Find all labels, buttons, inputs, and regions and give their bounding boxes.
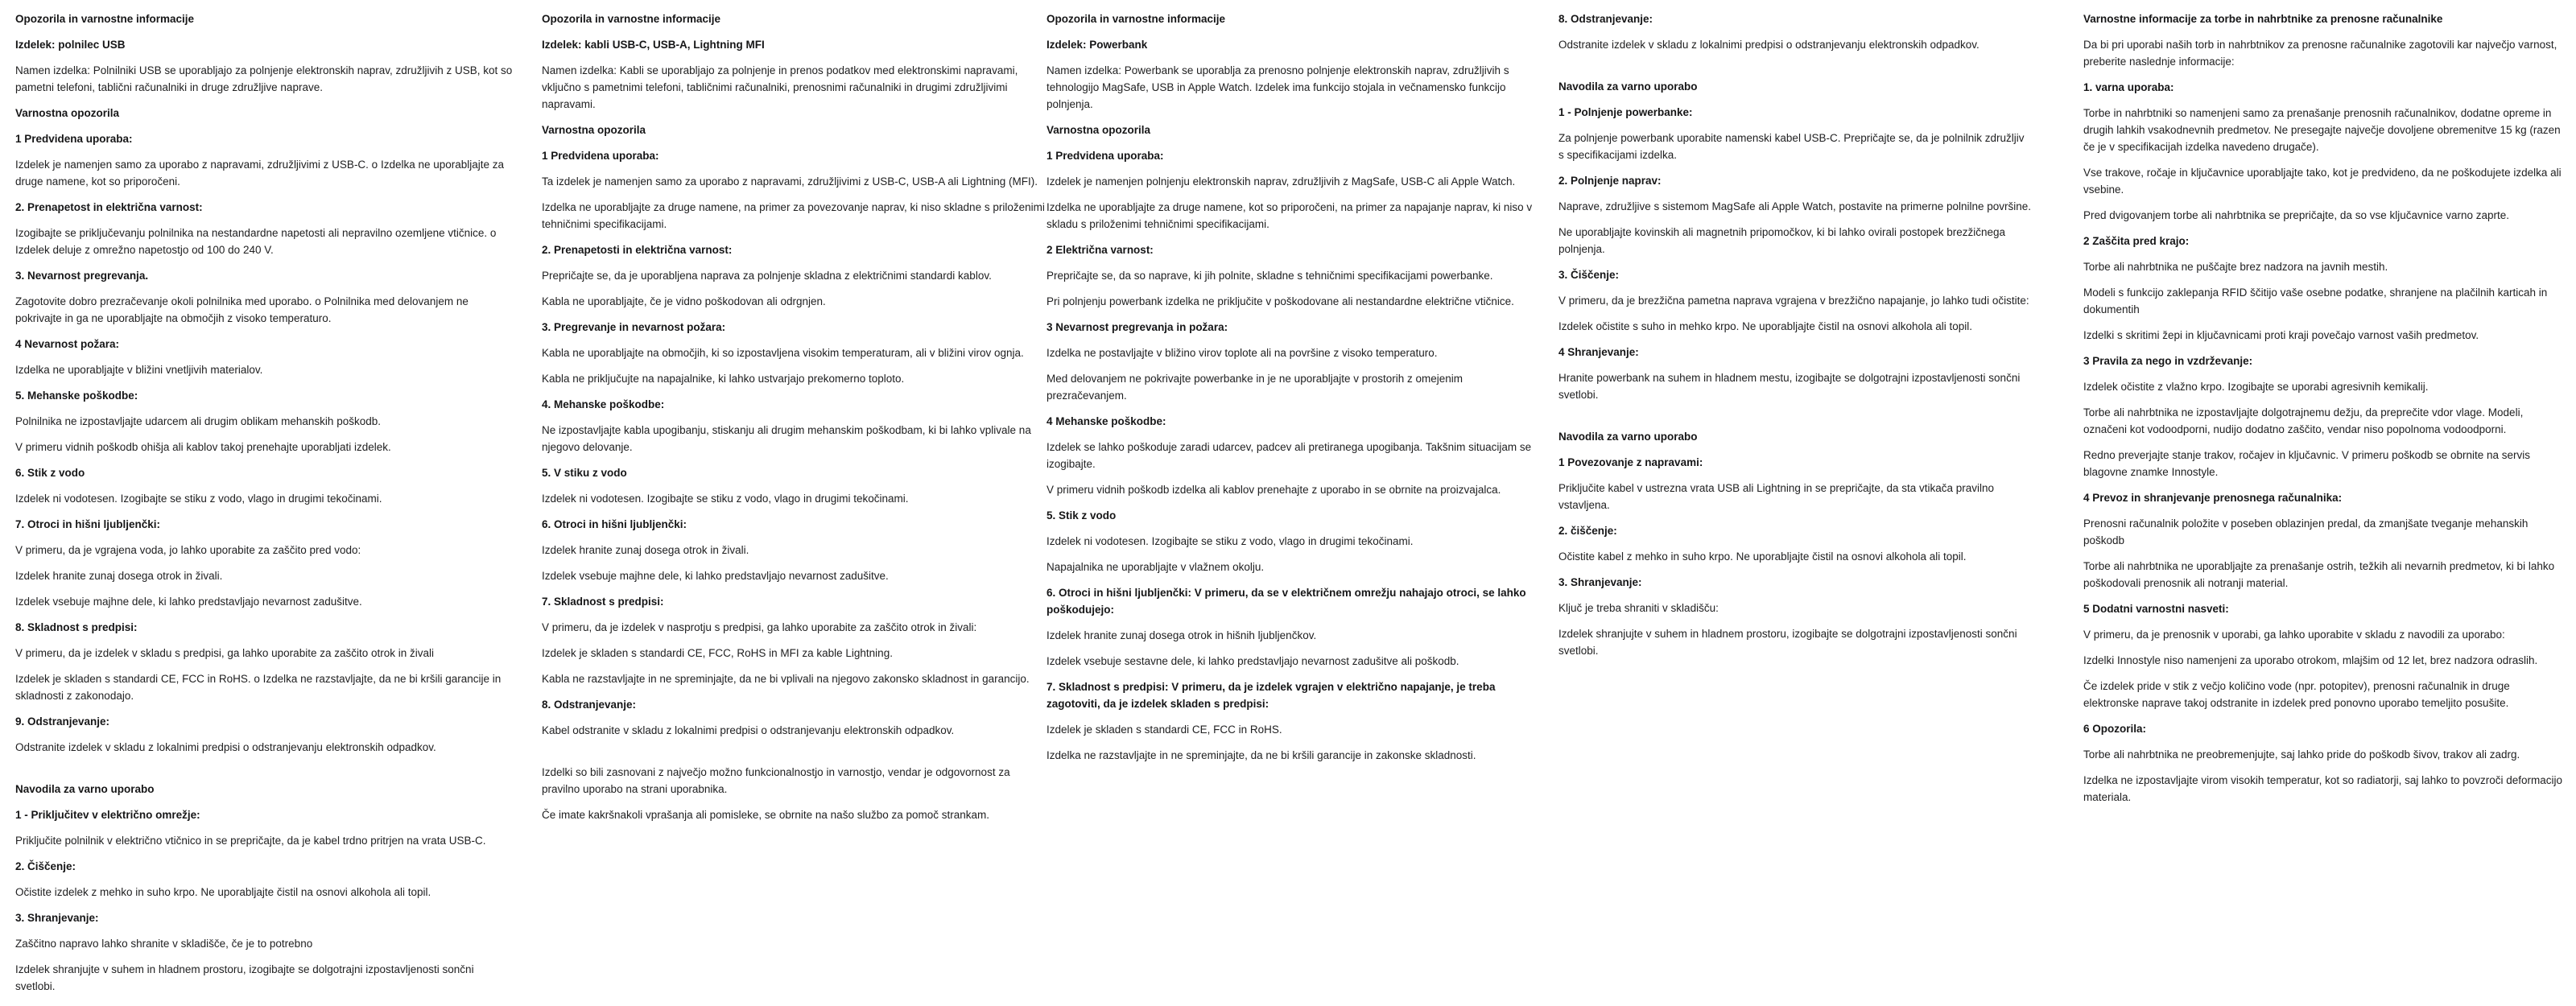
paragraph: Če imate kakršnakoli vprašanja ali pomisleke, se obrnite na našo službo za pomoč strankam. [542, 809, 990, 821]
section-heading: 2 Električna varnost: [1046, 244, 1154, 256]
paragraph: Ključ je treba shraniti v skladišču: [1558, 602, 1719, 614]
section-heading: 3. Nevarnost pregrevanja. [15, 270, 149, 282]
paragraph: Pred dvigovanjem torbe ali nahrbtnika se prepričajte, da so vse ključavnice varno zaprte. [2083, 209, 2510, 221]
section-heading: 2. čiščenje: [1558, 525, 1617, 537]
page-title: Opozorila in varnostne informacije [1046, 13, 1226, 25]
paragraph: Torbe ali nahrbtnika ne uporabljajte za prenašanje ostrih, težkih ali nevarnih predmetov, ki bi lahko poškodovali prenosnik ali notranji material. [2083, 560, 2555, 589]
page-title: Opozorila in varnostne informacije [15, 13, 195, 25]
paragraph: Prepričajte se, da je uporabljena naprava za polnjenje skladna z električnimi standardi kablov. [542, 270, 992, 282]
section-heading: 1 - Priključitev v električno omrežje: [15, 809, 200, 821]
paragraph: Izdelka ne postavljajte v bližino virov toplote ali na površine z visoko temperaturo. [1046, 347, 1438, 359]
section-heading: 1 Povezovanje z napravami: [1558, 456, 1703, 468]
paragraph: Izdelek je namenjen polnjenju elektronskih naprav, združljivih z MagSafe, USB-C ali Apple Watch. [1046, 175, 1516, 188]
section-heading: 2. Polnjenje naprav: [1558, 175, 1662, 187]
section-heading: 5. V stiku z vodo [542, 467, 627, 479]
paragraph: Odstranite izdelek v skladu z lokalnimi predpisi o odstranjevanju elektronskih odpadkov. [15, 741, 436, 753]
paragraph: Izdelka ne uporabljajte za druge namene, kot so priporočeni, na primer za napajanje naprav, ki niso v skladu s priloženimi tehničnimi specifikacijami. [1046, 201, 1533, 230]
paragraph: Očistite kabel z mehko in suho krpo. Ne uporabljajte čistil na osnovi alkohola ali topil. [1558, 550, 1967, 563]
paragraph: Zagotovite dobro prezračevanje okoli polnilnika med uporabo. o Polnilnika med delovanjem ne pokrivajte in ga ne uporabljajte na območjih z visoko temperaturo. [15, 295, 469, 324]
section-heading: 3. Shranjevanje: [1558, 576, 1642, 588]
section-heading: 4 Shranjevanje: [1558, 346, 1639, 358]
section-heading: 7. Skladnost s predpisi: [542, 596, 664, 608]
section-heading: 4 Prevoz in shranjevanje prenosnega računalnika: [2083, 492, 2343, 504]
paragraph: Priključite kabel v ustrezna vrata USB ali Lightning in se prepričajte, da sta vtikača pravilno vstavljena. [1558, 482, 1995, 511]
paragraph: V primeru, da je izdelek v nasprotju s predpisi, ga lahko uporabite za zaščito otrok in živali: [542, 621, 977, 633]
paragraph: Izdelki s skritimi žepi in ključavnicami proti kraji povečajo varnost vaših predmetov. [2083, 329, 2479, 341]
section-heading: Navodila za varno uporabo [1558, 80, 1698, 93]
section-heading: Varnostna opozorila [542, 124, 646, 136]
paragraph: Priključite polnilnik v električno vtičnico in se prepričajte, da je kabel trdno pritrjen na vrata USB-C. [15, 835, 486, 847]
section-heading: 5. Mehanske poškodbe: [15, 390, 138, 402]
paragraph: Torbe ali nahrbtnika ne puščajte brez nadzora na javnih mestih. [2083, 261, 2388, 273]
paragraph: Izogibajte se priključevanju polnilnika na nestandardne napetosti ali nepravilno ozemljene vtičnice. o Izdelek deluje z omrežno napetostjo od 100 do 240 V. [15, 227, 497, 256]
section-heading: 4 Nevarnost požara: [15, 338, 120, 350]
column-laptop-bags [2083, 10, 2566, 814]
paragraph: Naprave, združljive s sistemom MagSafe ali Apple Watch, postavite na primerne polnilne površine. [1558, 200, 2032, 212]
paragraph: Izdelka ne razstavljajte in ne spreminjajte, da ne bi kršili garancije in zakonske skladnosti. [1046, 749, 1476, 761]
section-heading: 1 Predvidena uporaba: [1046, 150, 1164, 162]
section-heading: 9. Odstranjevanje: [15, 715, 110, 728]
paragraph: Izdelek hranite zunaj dosega otrok in hišnih ljubljenčkov. [1046, 629, 1317, 641]
column-powerbank-instructions [1558, 10, 2032, 668]
paragraph: Če izdelek pride v stik z večjo količino vode (npr. potopitev), prenosni računalnik in druge elektronske naprave takoj odstranite in izdelek pred ponovno uporabo temeljito posušite. [2083, 680, 2510, 709]
paragraph: Namen izdelka: Polnilniki USB se uporabljajo za polnjenje elektronskih naprav, združljivih z USB, kot so pametni telefoni, tablični računalniki in druge združljive naprave. [15, 64, 513, 93]
paragraph: Torbe in nahrbtniki so namenjeni samo za prenašanje prenosnih računalnikov, dodatne opreme in drugih lahkih vsakodnevnih predmetov. Ne presegajte največje dovoljene obremenitve 15 kg (razen če je v specifikacijah izdelka navedeno drugače). [2083, 107, 2561, 153]
section-heading: 6. Stik z vodo [15, 467, 85, 479]
paragraph: Izdelki Innostyle niso namenjeni za uporabo otrokom, mlajšim od 12 let, brez nadzora odraslih. [2083, 654, 2538, 666]
section-heading: Varnostna opozorila [1046, 124, 1151, 136]
paragraph: Izdelek očistite s suho in mehko krpo. Ne uporabljajte čistil na osnovi alkohola ali topil. [1558, 320, 1973, 332]
paragraph: Izdelek ni vodotesen. Izogibajte se stiku z vodo, vlago in drugimi tekočinami. [1046, 535, 1414, 547]
paragraph: V primeru, da je prenosnik v uporabi, ga lahko uporabite v skladu z navodili za uporabo: [2083, 629, 2505, 641]
paragraph: V primeru, da je izdelek v skladu s predpisi, ga lahko uporabite za zaščito otrok in živali [15, 647, 435, 659]
paragraph: Izdelek vsebuje sestavne dele, ki lahko predstavljajo nevarnost zadušitve ali poškodb. [1046, 655, 1459, 667]
section-heading: 3. Pregrevanje in nevarnost požara: [542, 321, 726, 333]
section-heading: Navodila za varno uporabo [1558, 431, 1698, 443]
page-title: Opozorila in varnostne informacije [542, 13, 721, 25]
paragraph: Izdelek se lahko poškoduje zaradi udarcev, padcev ali pretiranega upogibanja. Takšnim situacijam se izogibajte. [1046, 441, 1532, 470]
paragraph: Izdelka ne uporabljajte v bližini vnetljivih materialov. [15, 364, 263, 376]
section-heading: 3 Nevarnost pregrevanja in požara: [1046, 321, 1228, 333]
section-heading: Izdelek: kabli USB-C, USB-A, Lightning MFI [542, 39, 765, 51]
paragraph: Ta izdelek je namenjen samo za uporabo z napravami, združljivimi z USB-C, USB-A ali Lightning (MFI). [542, 175, 1038, 188]
section-heading: Varnostna opozorila [15, 107, 120, 119]
section-heading: 2. Čiščenje: [15, 860, 76, 872]
section-heading: 3 Pravila za nego in vzdrževanje: [2083, 355, 2253, 367]
spacer [542, 748, 1046, 764]
section-heading: 1 Predvidena uporaba: [15, 133, 133, 145]
spacer [15, 765, 513, 781]
paragraph: Kabla ne priključujte na napajalnike, ki lahko ustvarjajo prekomerno toploto. [542, 373, 905, 385]
paragraph: Očistite izdelek z mehko in suho krpo. Ne uporabljajte čistil na osnovi alkohola ali topil. [15, 886, 431, 898]
section-heading: 1 Predvidena uporaba: [542, 150, 659, 162]
paragraph: Za polnjenje powerbank uporabite namenski kabel USB-C. Prepričajte se, da je polnilnik združljiv s specifikacijami izdelka. [1558, 132, 2025, 161]
paragraph: Ne uporabljajte kovinskih ali magnetnih pripomočkov, ki bi lahko ovirali postopek brezžičnega polnjenja. [1558, 226, 2006, 255]
section-heading: 4. Mehanske poškodbe: [542, 398, 665, 410]
paragraph: V primeru vidnih poškodb ohišja ali kablov takoj prenehajte uporabljati izdelek. [15, 441, 391, 453]
paragraph: Da bi pri uporabi naših torb in nahrbtnikov za prenosne računalnike zagotovili kar največjo varnost, preberite naslednje informacije: [2083, 39, 2557, 68]
paragraph: Napajalnika ne uporabljajte v vlažnem okolju. [1046, 561, 1265, 573]
paragraph: Izdelek vsebuje majhne dele, ki lahko predstavljajo nevarnost zadušitve. [15, 596, 362, 608]
paragraph: Vse trakove, ročaje in ključavnice uporabljajte tako, kot je predvideno, da ne poškodujete izdelka ali vsebine. [2083, 167, 2562, 196]
paragraph: Odstranite izdelek v skladu z lokalnimi predpisi o odstranjevanju elektronskih odpadkov. [1558, 39, 1979, 51]
section-heading: 3. Shranjevanje: [15, 912, 99, 924]
paragraph: Med delovanjem ne pokrivajte powerbanke in je ne uporabljajte v prostorih z omejenim prezračevanjem. [1046, 373, 1463, 402]
paragraph: Izdelek očistite z vlažno krpo. Izogibajte se uporabi agresivnih kemikalij. [2083, 381, 2429, 393]
section-heading: 2. Prenapetost in električna varnost: [15, 201, 203, 213]
spacer [1558, 62, 2032, 78]
column-usb-charger [15, 10, 513, 1004]
paragraph: Izdelek ni vodotesen. Izogibajte se stiku z vodo, vlago in drugimi tekočinami. [15, 493, 382, 505]
section-heading: 5 Dodatni varnostni nasveti: [2083, 603, 2229, 615]
section-heading: Navodila za varno uporabo [15, 783, 155, 795]
column-cables [542, 10, 1046, 832]
section-heading: 7. Skladnost s predpisi: V primeru, da je izdelek vgrajen v električno napajanje, je treba zagotoviti, da je izdelek skladen s predpisi: [1046, 681, 1496, 710]
section-heading: 3. Čiščenje: [1558, 269, 1620, 281]
section-heading: 8. Odstranjevanje: [542, 699, 637, 711]
paragraph: Kabla ne razstavljajte in ne spreminjajte, da ne bi vplivali na njegovo zakonsko skladnost in garancijo. [542, 673, 1030, 685]
paragraph: Hranite powerbank na suhem in hladnem mestu, izogibajte se dolgotrajni izpostavljenosti sončni svetlobi. [1558, 372, 2021, 401]
section-heading: 6 Opozorila: [2083, 723, 2147, 735]
section-heading: 2. Prenapetosti in električna varnost: [542, 244, 733, 256]
paragraph: Prenosni računalnik položite v poseben oblazinjen predal, da zmanjšate tveganje mehanskih poškodb [2083, 517, 2529, 546]
paragraph: Modeli s funkcijo zaklepanja RFID ščitijo vaše osebne podatke, shranjene na plačilnih karticah in dokumentih [2083, 287, 2548, 315]
paragraph: Ne izpostavljajte kabla upogibanju, stiskanju ali drugim mehanskim poškodbam, ki bi lahko vplivale na njegovo delovanje. [542, 424, 1031, 453]
section-heading: Izdelek: Powerbank [1046, 39, 1148, 51]
section-heading: Izdelek: polnilec USB [15, 39, 126, 51]
section-heading: 2 Zaščita pred krajo: [2083, 235, 2190, 247]
paragraph: Kabla ne uporabljajte na območjih, ki so izpostavljena visokim temperaturam, ali v bližini virov ognja. [542, 347, 1024, 359]
paragraph: Izdelek hranite zunaj dosega otrok in živali. [542, 544, 749, 556]
section-heading: 4 Mehanske poškodbe: [1046, 415, 1166, 427]
paragraph: Izdelek ni vodotesen. Izogibajte se stiku z vodo, vlago in drugimi tekočinami. [542, 493, 909, 505]
section-heading: 6. Otroci in hišni ljubljenčki: V primeru, da se v električnem omrežju nahajajo otroci, se lahko poškodujejo: [1046, 587, 1526, 616]
paragraph: Izdelek shranjujte v suhem in hladnem prostoru, izogibajte se dolgotrajni izpostavljenosti sončni svetlobi. [1558, 628, 2017, 657]
paragraph: Izdelki so bili zasnovani z največjo možno funkcionalnostjo in varnostjo, vendar je odgovornost za pravilno uporabo na strani uporabnika. [542, 766, 1010, 795]
section-heading: 1. varna uporaba: [2083, 81, 2174, 93]
paragraph: Redno preverjajte stanje trakov, ročajev in ključavnic. V primeru poškodb se obrnite na servis blagovne znamke Innostyle. [2083, 449, 2531, 478]
section-heading: 5. Stik z vodo [1046, 509, 1117, 522]
section-heading: 8. Odstranjevanje: [1558, 13, 1653, 25]
paragraph: Torbe ali nahrbtnika ne izpostavljajte dolgotrajnemu dežju, da preprečite vdor vlage. Modeli, označeni kot vodoodporni, nudijo dodatno zaščito, vendar niso popolnoma vodoodporni. [2083, 406, 2524, 435]
paragraph: Namen izdelka: Powerbank se uporablja za prenosno polnjenje elektronskih naprav, združljivih s tehnologijo MagSafe, USB in Apple Watch. Izdelek ima funkcijo stojala in večnamensko funkcijo polnjenja. [1046, 64, 1509, 110]
paragraph: V primeru, da je brezžična pametna naprava vgrajena v brezžično napajanje, jo lahko tudi očistite: [1558, 295, 2029, 307]
column-powerbank [1046, 10, 1535, 773]
paragraph: Kabla ne uporabljajte, če je vidno poškodovan ali odrgnjen. [542, 295, 826, 307]
paragraph: Zaščitno napravo lahko shranite v skladišče, če je to potrebno [15, 938, 313, 950]
paragraph: Izdelek je skladen s standardi CE, FCC in RoHS. o Izdelka ne razstavljajte, da ne bi kršili garancije in skladnosti z zakonodajo. [15, 673, 502, 702]
section-heading: 6. Otroci in hišni ljubljenčki: [542, 518, 687, 530]
paragraph: Namen izdelka: Kabli se uporabljajo za polnjenje in prenos podatkov med elektronskimi napravami, vključno s pametnimi telefoni, tabličnimi računalniki, prenosnimi računalniki in drugimi združljivimi napravami. [542, 64, 1018, 110]
paragraph: Izdelek shranjujte v suhem in hladnem prostoru, izogibajte se dolgotrajni izpostavljenosti sončni svetlobi. [15, 963, 474, 992]
paragraph: Izdelek vsebuje majhne dele, ki lahko predstavljajo nevarnost zadušitve. [542, 570, 889, 582]
paragraph: Kabel odstranite v skladu z lokalnimi predpisi o odstranjevanju elektronskih odpadkov. [542, 724, 955, 736]
page-title: Varnostne informacije za torbe in nahrbtnike za prenosne računalnike [2083, 13, 2443, 25]
section-heading: 8. Skladnost s predpisi: [15, 621, 138, 633]
paragraph: V primeru, da je vgrajena voda, jo lahko uporabite za zaščito pred vodo: [15, 544, 361, 556]
paragraph: Polnilnika ne izpostavljajte udarcem ali drugim oblikam mehanskih poškodb. [15, 415, 381, 427]
paragraph: V primeru vidnih poškodb izdelka ali kablov prenehajte z uporabo in se obrnite na proizvajalca. [1046, 484, 1501, 496]
section-heading: 7. Otroci in hišni ljubljenčki: [15, 518, 161, 530]
paragraph: Pri polnjenju powerbank izdelka ne priključite v poškodovane ali nestandardne električne vtičnice. [1046, 295, 1514, 307]
paragraph: Izdelek je namenjen samo za uporabo z napravami, združljivimi z USB-C. o Izdelka ne uporabljajte za druge namene, kot so priporočeni. [15, 159, 505, 188]
spacer [1558, 412, 2032, 428]
paragraph: Izdelek je skladen s standardi CE, FCC, RoHS in MFI za kable Lightning. [542, 647, 893, 659]
paragraph: Prepričajte se, da so naprave, ki jih polnite, skladne s tehničnimi specifikacijami powerbanke. [1046, 270, 1493, 282]
paragraph: Torbe ali nahrbtnika ne preobremenjujte, saj lahko pride do poškodb šivov, trakov ali zadrg. [2083, 748, 2520, 761]
section-heading: 1 - Polnjenje powerbanke: [1558, 106, 1693, 118]
paragraph: Izdelka ne izpostavljajte virom visokih temperatur, kot so radiatorji, saj lahko to povzroči deformacijo materiala. [2083, 774, 2563, 803]
paragraph: Izdelek hranite zunaj dosega otrok in živali. [15, 570, 223, 582]
paragraph: Izdelka ne uporabljajte za druge namene, na primer za povezovanje naprav, ki niso skladne s priloženimi tehničnimi specifikacijami. [542, 201, 1045, 230]
paragraph: Izdelek je skladen s standardi CE, FCC in RoHS. [1046, 724, 1282, 736]
